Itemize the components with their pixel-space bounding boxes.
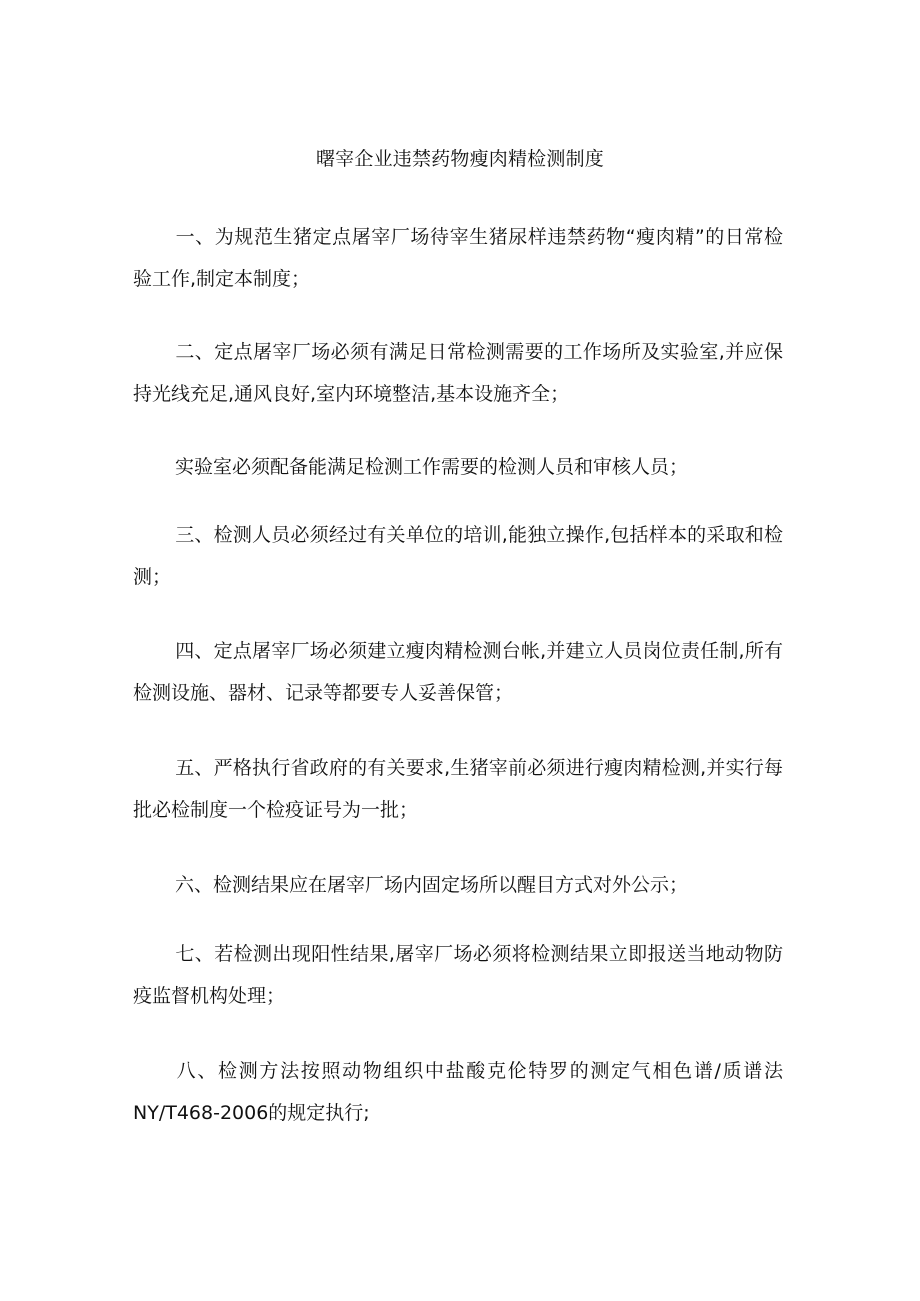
paragraph-3 xyxy=(133,446,783,488)
paragraph-4 xyxy=(133,514,783,598)
paragraph-2 xyxy=(133,331,783,415)
paragraph-8 xyxy=(133,933,783,1017)
paragraph-6 xyxy=(133,747,783,831)
paragraph-1 xyxy=(133,216,783,300)
paragraph-text: 七、若检测出现阳性结果,屠宰厂场必须将检测结果立即报送当地动物防疫监督机构处理； xyxy=(133,943,783,1007)
paragraph-text: 六、检测结果应在屠宰厂场内固定场所以醒目方式对外公示； xyxy=(175,874,689,896)
paragraph-text: 四、定点屠宰厂场必须建立瘦肉精检测台帐,并建立人员岗位责任制,所有检测设施、器材、记录等都要专人妥善保管； xyxy=(133,640,783,704)
paragraph-text: 三、检测人员必须经过有关单位的培训,能独立操作,包括样本的采取和检测； xyxy=(133,524,783,588)
paragraph-text: 五、严格执行省政府的有关要求,生猪宰前必须进行瘦肉精检测,并实行每批必检制度一个检疫证号为一批； xyxy=(133,757,783,821)
paragraph-text: 八、检测方法按照动物组织中盐酸克伦特罗的测定气相色谱/质谱法NY/T468-2006的规定执行; xyxy=(133,1060,783,1124)
paragraph-5 xyxy=(133,630,783,714)
paragraph-7 xyxy=(133,864,783,906)
paragraph-text: 实验室必须配备能满足检测工作需要的检测人员和审核人员； xyxy=(175,456,689,478)
paragraph-9 xyxy=(133,1050,783,1134)
paragraph-text: 一、为规范生猪定点屠宰厂场待宰生猪尿样违禁药物“瘦肉精”的日常检验工作,制定本制度； xyxy=(133,226,783,290)
paragraph-text: 二、定点屠宰厂场必须有满足日常检测需要的工作场所及实验室,并应保持光线充足,通风良好,室内环境整洁,基本设施齐全； xyxy=(133,341,783,405)
document-title: 曙宰企业违禁药物瘦肉精检测制度 xyxy=(315,148,604,170)
